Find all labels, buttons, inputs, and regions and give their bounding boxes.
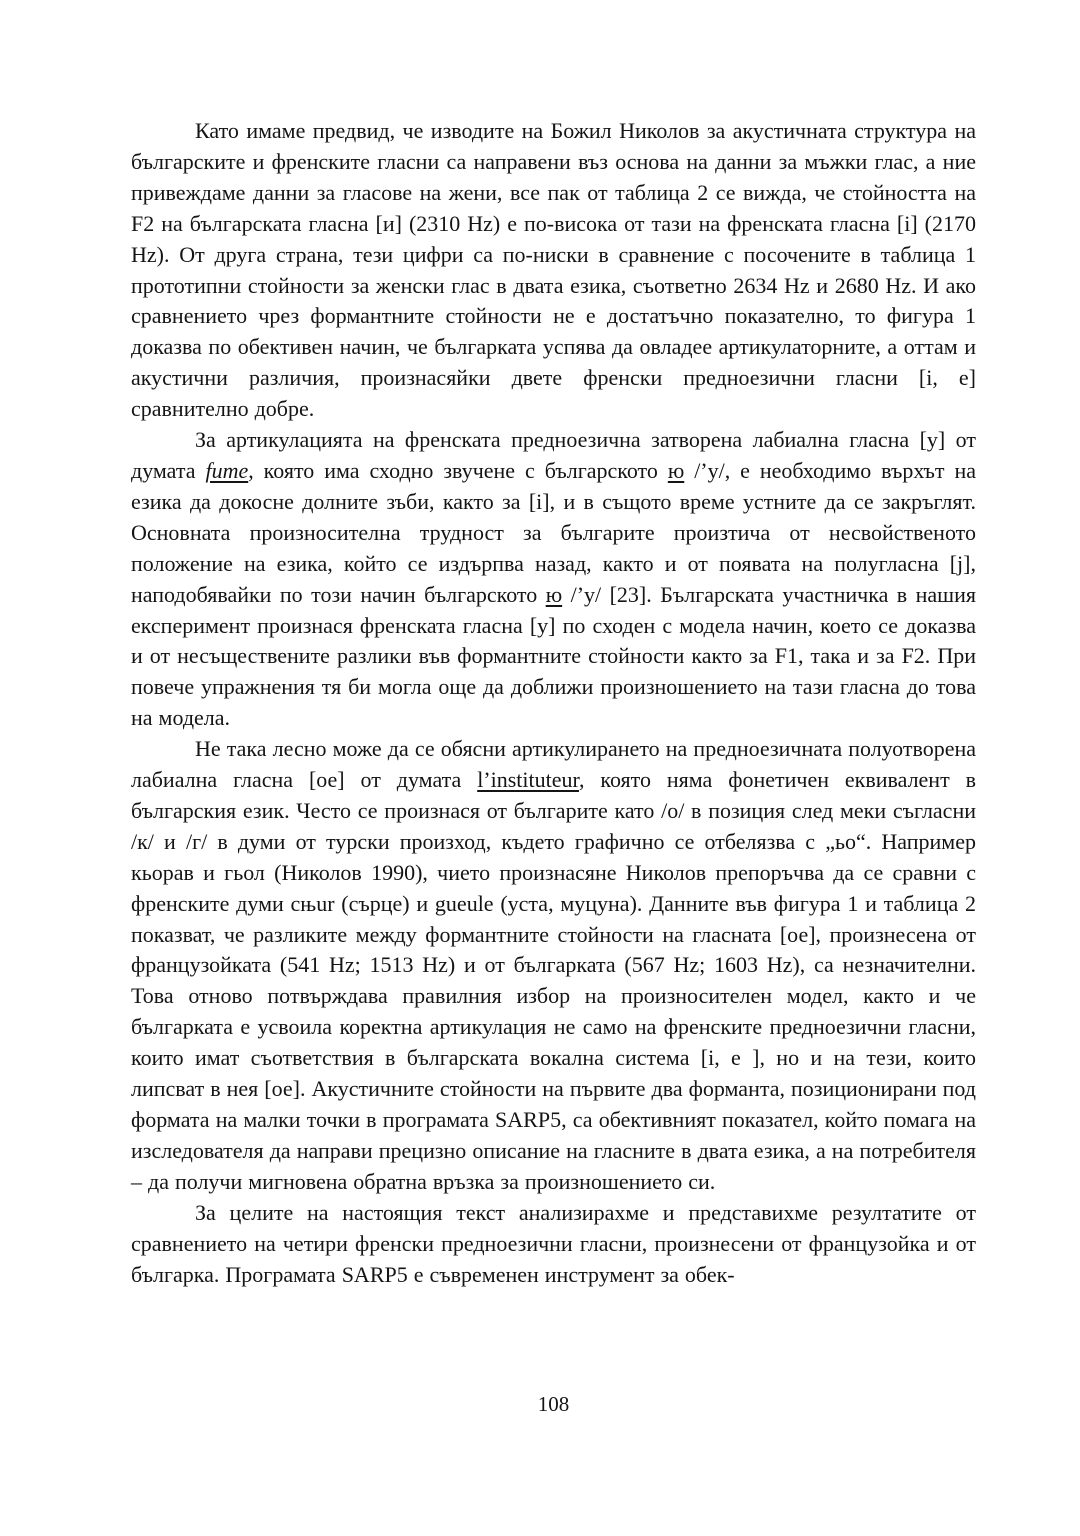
paragraph xyxy=(131,116,976,425)
paragraph xyxy=(131,425,976,734)
text-segment: За артикулацията на френската предноезична затворена лабиална гласна [у] от думата xyxy=(131,427,976,483)
text-segment: /’у/ [23]. Българската участничка в нашия експеримент произнася френската гласна [у] по сходен с модела начин, което се доказва и от несъществените разлики във формантните стойности както за F1, така и за F2. При повече упражнения тя би могла още да доближи произношението на тази гласна до това на модела. xyxy=(131,581,976,731)
page-number: 108 xyxy=(537,1392,570,1416)
text-segment: /’у/, е необходимо върхът на езика да докосне долните зъби, както за [i], и в същото време устните да се закръглят. Основната произносителна трудност за българите произтича от несвойственото положение на езика, който се издърпва назад, както и от появата на полугласна [j], наподобявайки по този начин българското xyxy=(131,457,976,607)
underlined-term: ю xyxy=(545,581,563,607)
underlined-term: fume xyxy=(205,457,249,483)
text-segment: , която има сходно звучене с българското xyxy=(248,457,668,483)
text-segment: Като имаме предвид, че изводите на Божил Николов за акустичната структура на българските и френските гласни са направени въз основа на данни за мъжки глас, а ние привеждаме данни за гласове на жени, все пак от таблица 2 се вижда, че стойността на F2 на българската гласна [и] (2310 Hz) е по-висока от тази на френската гласна [i] (2170 Hz). От друга страна, тези цифри са по-ниски в сравнение с посочените в таблица 1 прототипни стойности за женски глас в двата езика, съответно 2634 Hz и 2680 Hz. И ако сравнението чрез формантните стойности не е достатъчно показателно, то фигура 1 доказва по обективен начин, че българката успява да овладее артикулаторните, а оттам и акустични различия, произнасяйки двете френски предноезични гласни [i, е] сравнително добре. xyxy=(131,118,977,422)
paragraph xyxy=(131,734,976,1198)
paragraph xyxy=(131,1198,976,1291)
text-column xyxy=(131,116,976,1290)
text-segment: Не така лесно може да се обясни артикулирането на предноезичната полуотворена лабиална гласна [ое] от думата xyxy=(131,736,976,793)
underlined-term: l’instituteur xyxy=(477,767,579,793)
text-segment: За целите на настоящия текст анализирахме и представихме резултатите от сравнението на четири френски предноезични гласни, произнесени от французойка и от българка. Програмата SARP5 е съвременен инструмент за обек- xyxy=(131,1199,976,1287)
text-segment: , която няма фонетичен еквивалент в българския език. Често се произнася от българите като /о/ в позиция след меки съгласни /к/ и /г/ в думи от турски произход, където графично се отбелязва с „ьо“. Например кьорав и гьол (Николов 1990), чието произнасяне Николов препоръчва да се сравни с френските думи сњur (сърце) и gueule (уста, муцуна). Данните във фигура 1 и таблица 2 показват, че разликите между формантните стойности на гласната [ое], произнесена от французойката (541 Hz; 1513 Hz) и от българката (567 Hz; 1603 Hz), са незначителни. Това отново потвърждава правилния избор на произносителен модел, както и че българката е усвоила коректна артикулация не само на френските предноезични гласни, които имат съответствия в българската вокална система [i, е ], но и на тези, които липсват в нея [ое]. Акустичните стойности на първите два форманта, позиционирани под формата на малки точки в програмата SARP5, са обективният показател, който помага на изследователя да направи прецизно описание на гласните в двата езика, а на потребителя – да получи мигновена обратна връзка за произношението си. xyxy=(131,767,976,1194)
underlined-term: ю xyxy=(667,457,685,483)
